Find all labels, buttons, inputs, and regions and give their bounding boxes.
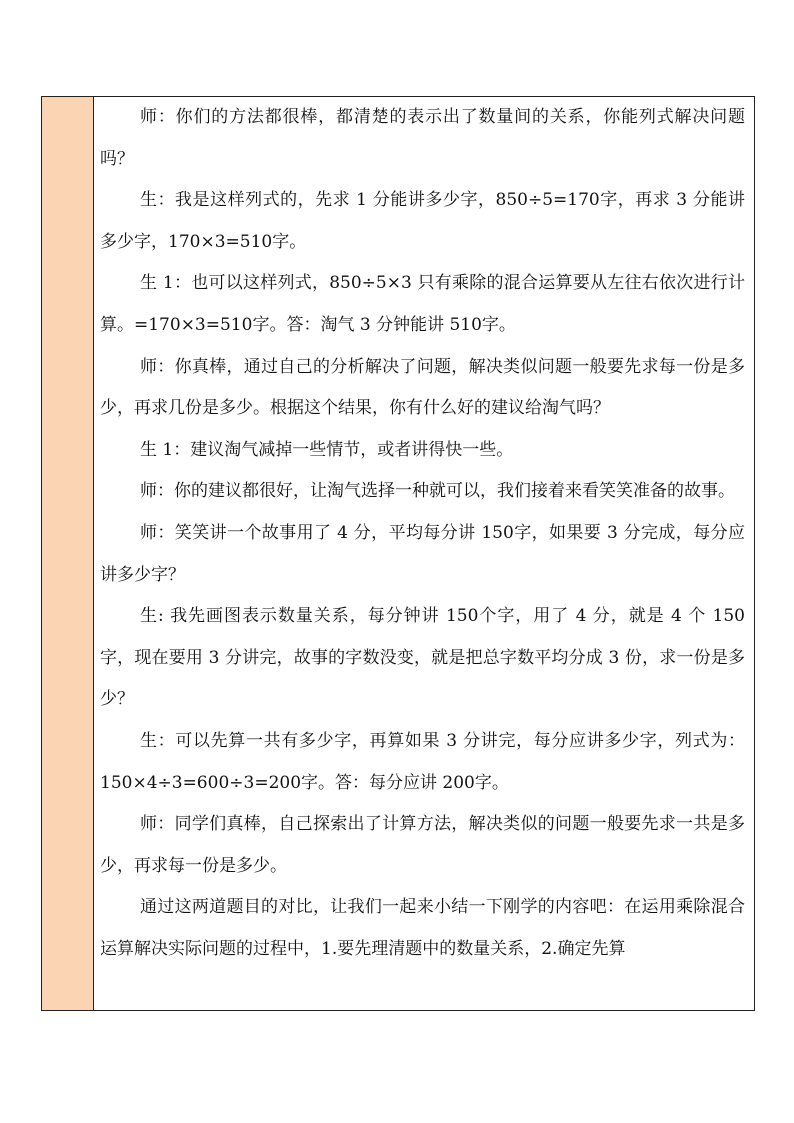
paragraph-student-calculation: 生：可以先算一共有多少字，再算如果 3 分讲完，每分应讲多少字，列式为：150×4÷3=600÷3=200字。答：每分应讲 200字。 [100, 730, 745, 793]
document-table [41, 96, 755, 1011]
table-content-cell [94, 97, 754, 1010]
paragraph-teacher-summary: 师：同学们真棒，自己探索出了计算方法，解决类似的问题一般要先求一共是多少，再求每一份是多少。 [100, 814, 745, 876]
paragraph-lesson-summary: 通过这两道题目的对比，让我们一起来小结一下刚学的内容吧：在运用乘除混合运算解决实际问题的过程中，1.要先理清题中的数量关系，2.确定先算 [100, 897, 745, 959]
paragraph-teacher-transition: 师：你的建议都很好，让淘气选择一种就可以，我们接着来看笑笑准备的故事。 [140, 481, 735, 502]
paragraph-teacher-question: 师：你们的方法都很棒，都清楚的表示出了数量间的关系，你能列式解决问题吗？ [100, 107, 745, 169]
paragraph-student-diagram: 生: 我先画图表示数量关系，每分钟讲 150个字，用了 4 分，就是 4 个 150字，现在要用 3 分讲完，故事的字数没变，就是把总字数平均分成 3 份，求一份是多少？ [100, 606, 745, 710]
paragraph-student-answer-1: 生：我是这样列式的，先求 1 分能讲多少字，850÷5=170字，再求 3 分能讲多少字，170×3=510字。 [100, 190, 745, 252]
table-left-shaded-cell [42, 97, 94, 1010]
paragraph-student-answer-2: 生 1：也可以这样列式，850÷5×3 只有乘除的混合运算要从左往右依次进行计算。=170×3=510字。答：淘气 3 分钟能讲 510字。 [100, 273, 745, 335]
paragraph-teacher-problem: 师：笑笑讲一个故事用了 4 分，平均每分讲 150字，如果要 3 分完成，每分应讲多少字？ [100, 522, 745, 585]
paragraph-teacher-praise: 师：你真棒，通过自己的分析解决了问题，解决类似问题一般要先求每一份是多少，再求几份是多少。根据这个结果，你有什么好的建议给淘气吗？ [100, 356, 745, 419]
paragraph-student-suggestion: 生 1：建议淘气减掉一些情节，或者讲得快一些。 [140, 439, 514, 460]
